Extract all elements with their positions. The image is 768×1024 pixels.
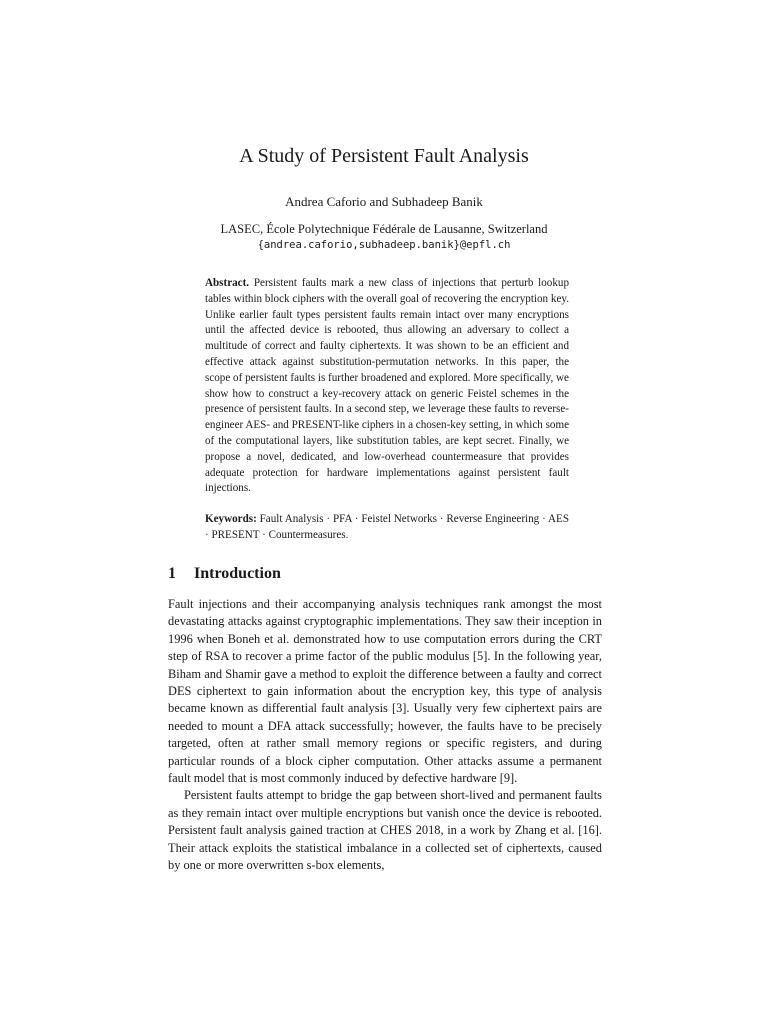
abstract-block [205,276,569,497]
abstract-text: Persistent faults mark a new class of injections that perturb lookup tables within block ciphers with the overall goal of recovering the encryption key. Unlike earlier fault types persistent faults remain intact over many encryptions until the affected device is rebooted, thus allowing an adversary to collect a multitude of correct and faulty ciphertexts. It was shown to be an efficient and effective attack against substitution-permutation networks. In this paper, the scope of persistent faults is further broadened and explored. More specifically, we show how to construct a key-recovery attack on generic Feistel schemes in the presence of persistent faults. In a second step, we leverage these faults to reverse-engineer AES- and PRESENT-like ciphers in a chosen-key setting, in which some of the computational layers, like substitution tables, are kept secret. Finally, we propose a novel, dedicated, and low-overhead countermeasure that provides adequate protection for hardware implementations against persistent fault injections. [205,277,569,495]
body-paragraph: Fault injections and their accompanying analysis techniques rank amongst the most devastating attacks against cryptographic implementations. They saw their inception in 1996 when Boneh et al. demonstrated how to use computation errors during the CRT step of RSA to recover a prime factor of the public modulus [5]. In the following year, Biham and Shamir gave a method to exploit the difference between a faulty and correct DES ciphertext to gain information about the encryption key, this type of analysis became known as differential fault analysis [3]. Usually very few ciphertext pairs are needed to mount a DFA attack successfully; however, the faults have to be precisely targeted, often at rather small memory regions or specific registers, and during particular rounds of a block cipher computation. Other attacks assume a permanent fault model that is most commonly induced by defective hardware [9]. [168,597,602,786]
body-paragraph: Persistent faults attempt to bridge the gap between short-lived and permanent faults as they remain intact over multiple encryptions but vanish once the device is rebooted. Persistent fault analysis gained traction at CHES 2018, in a work by Zhang et al. [16]. Their attack exploits the statistical imbalance in a collected set of ciphertexts, caused by one or more overwritten s-box elements, [168,788,602,873]
paper-email: {andrea.caforio,subhadeep.banik}@epfl.ch [257,239,511,251]
paper-authors: Andrea Caforio and Subhadeep Banik [285,194,483,209]
keywords-label: Keywords: [205,513,257,525]
body-text [168,596,602,875]
keywords-block [205,512,569,544]
keywords-text: Fault Analysis · PFA · Feistel Networks · Reverse Engineering · AES · PRESENT · Countermeasures. [205,513,569,541]
paper-title: A Study of Persistent Fault Analysis [239,145,529,167]
section-title: Introduction [194,565,281,582]
section-heading [168,563,281,585]
paper-affiliation: LASEC, École Polytechnique Fédérale de Lausanne, Switzerland [220,222,548,236]
section-number: 1 [168,565,176,582]
abstract-label: Abstract. [205,277,250,289]
